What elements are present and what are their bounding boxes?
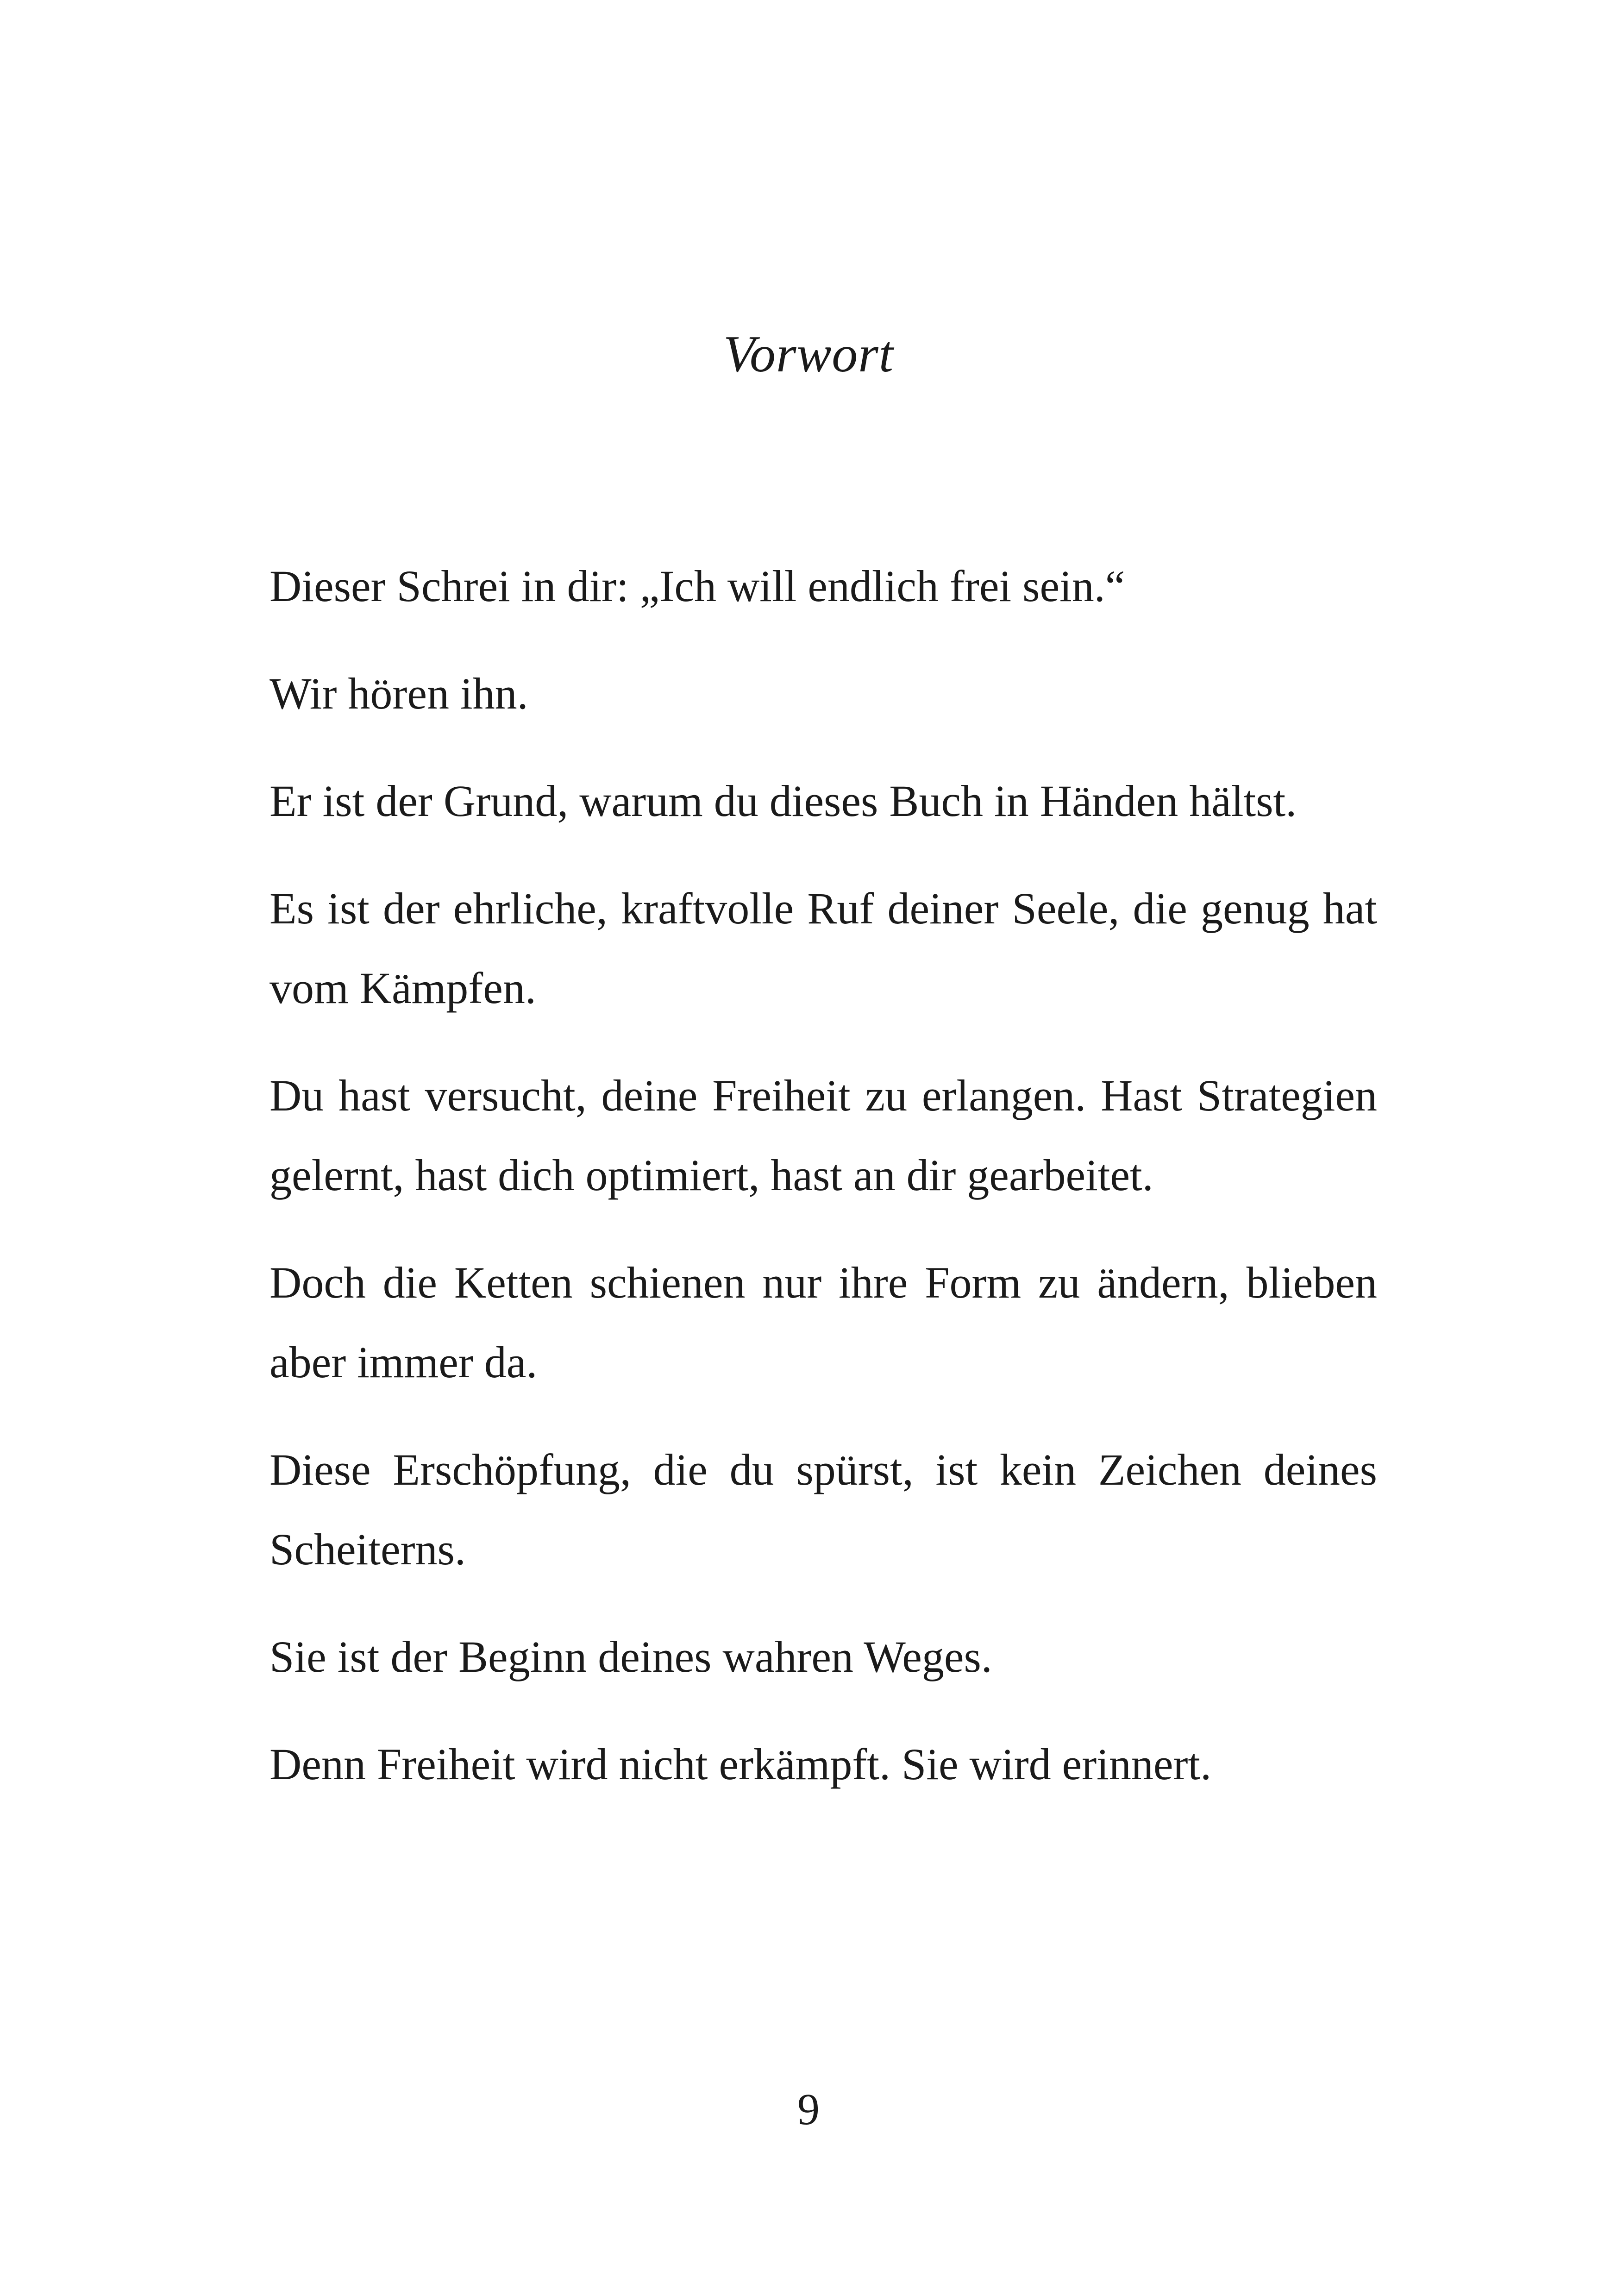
paragraph: Denn Freiheit wird nicht erkämpft. Sie wird erinnert. [270, 1739, 1212, 1789]
paragraph: Doch die Ketten schienen nur ihre Form zu ändern, blieben aber immer da. [270, 1258, 1377, 1387]
paragraph: Es ist der ehrliche, kraftvolle Ruf deiner Seele, die genug hat vom Kämpfen. [270, 884, 1377, 1013]
paragraph: Sie ist der Beginn deines wahren Weges. [270, 1632, 992, 1681]
paragraph: Er ist der Grund, warum du dieses Buch in Händen hältst. [270, 776, 1297, 826]
paragraph: Diese Erschöpfung, die du spürst, ist kein Zeichen deines Scheiterns. [270, 1445, 1377, 1574]
page-number: 9 [797, 2084, 820, 2134]
paragraph: Dieser Schrei in dir: „Ich will endlich frei sein.“ [270, 561, 1125, 611]
body-text [270, 546, 1377, 1832]
chapter-title: Vorwort [723, 326, 894, 383]
paragraph: Du hast versucht, deine Freiheit zu erlangen. Hast Strategien gelernt, hast dich optimiert, hast an dir gearbeitet. [270, 1071, 1377, 1200]
paragraph: Wir hören ihn. [270, 669, 528, 718]
